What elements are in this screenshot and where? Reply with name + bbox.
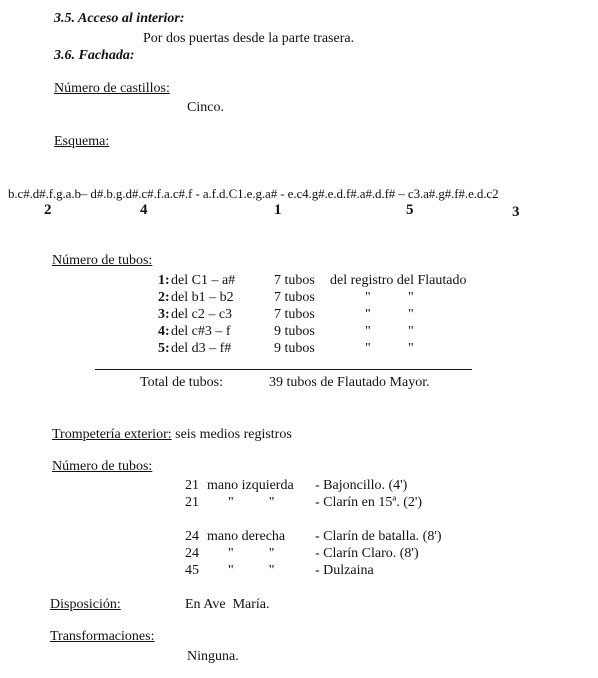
esquema-line: b.c#.d#.f.g.a.b– d#.b.g.d#.c#.f.a.c#.f - a.f.d.C1.e.g.a# - e.c4.g#.e.d.f#.a#.d.f# – c3.a#.g#.f#.e.d.c2	[8, 186, 499, 201]
tubos-row-1-note: del registro del Flautado	[330, 273, 467, 288]
tubos-row-5-ditto-2: "	[408, 341, 414, 356]
tubos2-row-4-hand: " "	[228, 546, 275, 561]
tubos-row-3-range: del c2 – c3	[171, 307, 233, 322]
tubos-row-4-ditto-1: "	[365, 324, 371, 339]
tubos-row-4-num: 4:	[158, 324, 170, 339]
tubos-row-1-count: 7 tubos	[274, 273, 315, 288]
trompeteria-value: seis medios registros	[175, 427, 292, 442]
transformaciones-value: Ninguna.	[187, 649, 239, 664]
section-35-heading: 3.5. Acceso al interior:	[54, 11, 185, 26]
tubos-row-2-ditto-1: "	[365, 290, 371, 305]
esquema-position-4: 5	[406, 202, 414, 218]
tubos-row-2-ditto-2: "	[408, 290, 414, 305]
tubos2-row-3-num: 24	[185, 529, 199, 544]
tubos-row-5-range: del d3 – f#	[171, 341, 232, 356]
tubos-row-3-ditto-2: "	[408, 307, 414, 322]
tubos2-row-4-stop: - Clarín Claro. (8')	[315, 546, 419, 561]
tubos-row-2-range: del b1 – b2	[171, 290, 234, 305]
castillos-label: Número de castillos:	[54, 81, 170, 96]
tubos2-row-4-num: 24	[185, 546, 199, 561]
tubos-label: Número de tubos:	[52, 253, 153, 268]
tubos2-row-5-stop: - Dulzaina	[315, 563, 374, 578]
tubos-row-5-num: 5:	[158, 341, 170, 356]
esquema-position-1: 2	[44, 202, 52, 218]
total-label: Total de tubos:	[140, 375, 224, 390]
total-value: 39 tubos de Flautado Mayor.	[269, 375, 430, 390]
castillos-value: Cinco.	[187, 100, 224, 115]
tubos-row-3-num: 3:	[158, 307, 170, 322]
tubos2-row-1-stop: - Bajoncillo. (4')	[315, 478, 408, 493]
tubos-row-5-ditto-1: "	[365, 341, 371, 356]
tubos2-row-5-hand: " "	[228, 563, 275, 578]
section-35-text: Por dos puertas desde la parte trasera.	[143, 31, 355, 46]
tubos2-row-3-hand: mano derecha	[207, 529, 286, 544]
tubos2-row-3-stop: - Clarín de batalla. (8')	[315, 529, 442, 544]
tubos-row-4-ditto-2: "	[408, 324, 414, 339]
tubos2-label: Número de tubos:	[52, 459, 153, 474]
tubos-row-4-range: del c#3 – f	[171, 324, 231, 339]
tubos-row-1-range: del C1 – a#	[171, 273, 236, 288]
esquema-position-5: 3	[512, 204, 520, 220]
disposicion-label: Disposición:	[50, 597, 121, 612]
trompeteria-label: Trompetería exterior:	[52, 427, 172, 442]
tubos-row-3-ditto-1: "	[365, 307, 371, 322]
tubos-row-2-num: 2:	[158, 290, 170, 305]
trompeteria-line	[52, 427, 292, 443]
total-rule	[95, 369, 472, 370]
tubos-row-4-count: 9 tubos	[274, 324, 315, 339]
tubos2-row-2-num: 21	[185, 495, 199, 510]
tubos-row-3-count: 7 tubos	[274, 307, 315, 322]
tubos-row-2-count: 7 tubos	[274, 290, 315, 305]
esquema-position-3: 1	[274, 202, 282, 218]
tubos2-row-1-hand: mano izquierda	[207, 478, 294, 493]
tubos2-row-2-stop: - Clarín en 15ª. (2')	[315, 495, 423, 510]
tubos-row-5-count: 9 tubos	[274, 341, 315, 356]
section-36-heading: 3.6. Fachada:	[54, 48, 135, 63]
transformaciones-label: Transformaciones:	[50, 629, 155, 644]
tubos2-row-5-num: 45	[185, 563, 199, 578]
esquema-position-2: 4	[140, 202, 148, 218]
tubos2-row-2-hand: " "	[228, 495, 275, 510]
disposicion-value: En Ave María.	[185, 597, 270, 612]
tubos-row-1-num: 1:	[158, 273, 170, 288]
esquema-label: Esquema:	[54, 134, 110, 149]
tubos2-row-1-num: 21	[185, 478, 199, 493]
